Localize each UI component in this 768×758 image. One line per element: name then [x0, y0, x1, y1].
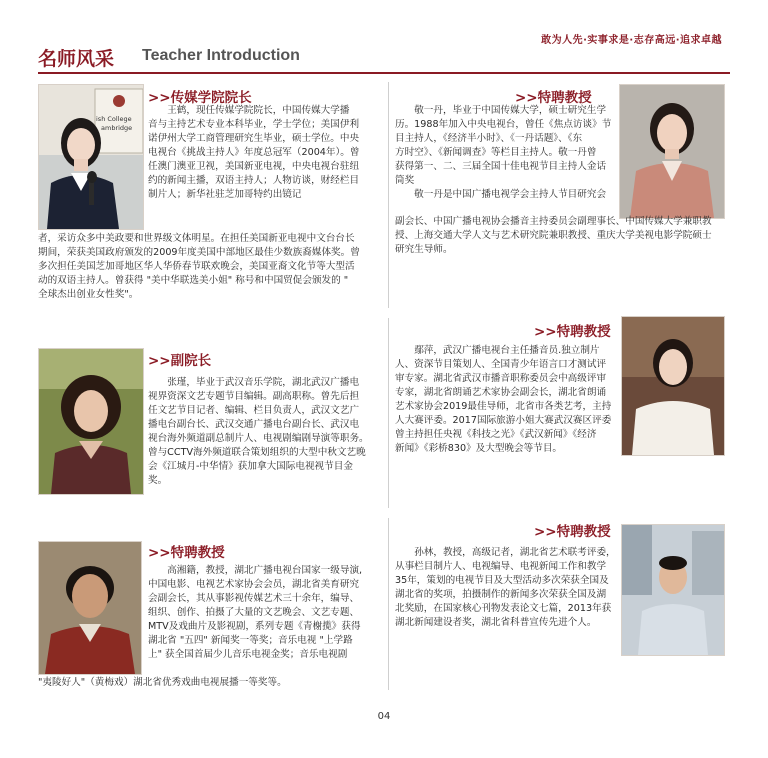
teacher-photo-sunlin [621, 524, 725, 656]
teacher-photo-wanghe [38, 84, 144, 230]
teacher-photo-gaoxiangji [38, 541, 142, 675]
teacher-bio-yanping: 鄢萍，武汉广播电视台主任播音员.独立制片 人、资深节目策划人、全国青少年语言口才测试评 审专家。湖北省武汉市播音职称委员会中高级评审 专家，湖北省朗诵艺术家协会副会长，湖北省朗诵 艺术家协会2019最佳导师，北省市各类艺考，主持 人大赛评委。2017国际旅游小姐大赛武汉赛区评委 曾主持担任央视《科技之光》《武汉新闻》《经济 新闻》《彩桥830》及大型晚会等节目。 [395, 345, 612, 454]
teacher-bio-wanghe-cont: 者，采访众多中美政要和世界级文体明星。在担任美国新亚电视中文台台长 期间，荣获美国政府颁发的2009年度美国中部地区最佳少数族裔媒体奖。曾 多次担任美国芝加哥地区华人华侨春节联欢晚会，美国亚裔文化节等大型活 动的双语主持人。曾获得 "美中华联选美小姐" 称号和中国贸促会颁发的 " 全球杰出创业女性奖"。 [38, 233, 360, 300]
divider [388, 318, 389, 508]
page-number: 04 [377, 711, 391, 722]
teacher-role-title: >>传媒学院院长 [148, 90, 252, 106]
teacher-photo-jingyidan [619, 84, 725, 219]
teacher-bio-zhangjin: 张瑾，毕业于武汉音乐学院，湖北武汉广播电 视界资深文艺专题节目编辑。副高职称。曾先后担 任文艺节目记者、编辑、栏目负责人，武汉文艺广 播电台副台长、武汉交通广播电台副台长、武汉电 视台海外频道副总制片人、电视剧编剧导演等职务。 曾与CCTV海外频道联合策划组织的大型中秋文艺晚 会《江城月-中华情》获加拿大国际电视视节目金 奖。 [148, 377, 369, 486]
teacher-role-title: >>特聘教授 [534, 324, 611, 340]
section-header [38, 44, 730, 74]
teacher-photo-yanping [621, 316, 725, 456]
teacher-bio-jingyidan-cont: 副会长、中国广播电视协会播音主持委员会副理事长、中国传媒大学兼职教 授、上海交通大学人文与艺术研究院兼职教授、重庆大学美视电影学院硕士 研究生导师。 [395, 216, 712, 255]
teacher-role-title: >>特聘教授 [148, 545, 225, 561]
teacher-bio-gaoxiangji: 高湘籍，教授，湖北广播电视台国家一级导演, 中国电影、电视艺术家协会会员，湖北省美育研究 会副会长，其从事影视传媒艺术三十余年，编导、 组织、创作、拍摄了大量的文艺晚会、文艺专题、 MTV及戏曲片及影视剧，系列专题《青榭揽》获得 湖北省 "五四" 新闻奖一等奖；音乐电视 "上学路 上" 获全国首届少儿音乐电视金奖；音乐电视剧 [148, 565, 363, 660]
college-sign-text: ambridge [101, 124, 133, 132]
teacher-bio-sunlin: 孙林，教授，高级记者，湖北省艺术联考评委， 从事栏目制片人、电视编导、电视新闻工作和教学 35年，策划的电视节目及大型活动多次荣获全国及 湖北省的奖项，拍摄制作的新闻多次荣获全国及湖 北奖励，在国家核心刊物发表论文七篇，2013年获 湖北新闻建设者奖，湖北省科普宣传先进个人。 [395, 547, 616, 628]
divider [388, 82, 389, 308]
section-title-cn: 名师风采 [38, 48, 115, 70]
teacher-role-title: >>特聘教授 [515, 90, 592, 106]
divider [388, 518, 389, 690]
college-sign-text: ish College [96, 115, 132, 123]
teacher-photo-zhangjin [38, 348, 144, 495]
teacher-role-title: >>副院长 [148, 353, 212, 369]
slogan: 敢为人先·实事求是·志存高远·追求卓越 [541, 35, 722, 46]
teacher-role-title: >>特聘教授 [534, 524, 611, 540]
teacher-bio-wanghe: 王鹤，现任传媒学院院长，中国传媒大学播 音与主持艺术专业本科毕业，学士学位；美国伊利 诺伊州大学工商管理研究生毕业，硕士学位。中央 电视台《挑战主持人》年度总冠军（2004年）。曾 任澳门澳亚卫视，美国新亚电视，中央电视台驻纽 约的新闻主播，双语主持人；人物访谈，财经栏目 制片人；新华社驻芝加哥特约出镜记 [148, 105, 360, 200]
teacher-bio-jingyidan: 敬一丹，毕业于中国传媒大学，硕士研究生学 历。1988年加入中央电视台，曾任《焦点访谈》节 目主持人，《经济半小时》、《一丹话题》、《东 方时空》、《新闻调查》等栏目主持人。敬一丹曾 获得第一、二、三届全国十佳电视节目主持人金话 筒奖 敬一丹是中国广播电视学会主持人节目研究会 [395, 105, 612, 200]
teacher-bio-gaoxiangji-cont: "夷陵好人"（黄梅戏）湖北省优秀戏曲电视展播一等奖等。 [38, 677, 287, 688]
section-title-en: Teacher Introduction [142, 47, 300, 64]
